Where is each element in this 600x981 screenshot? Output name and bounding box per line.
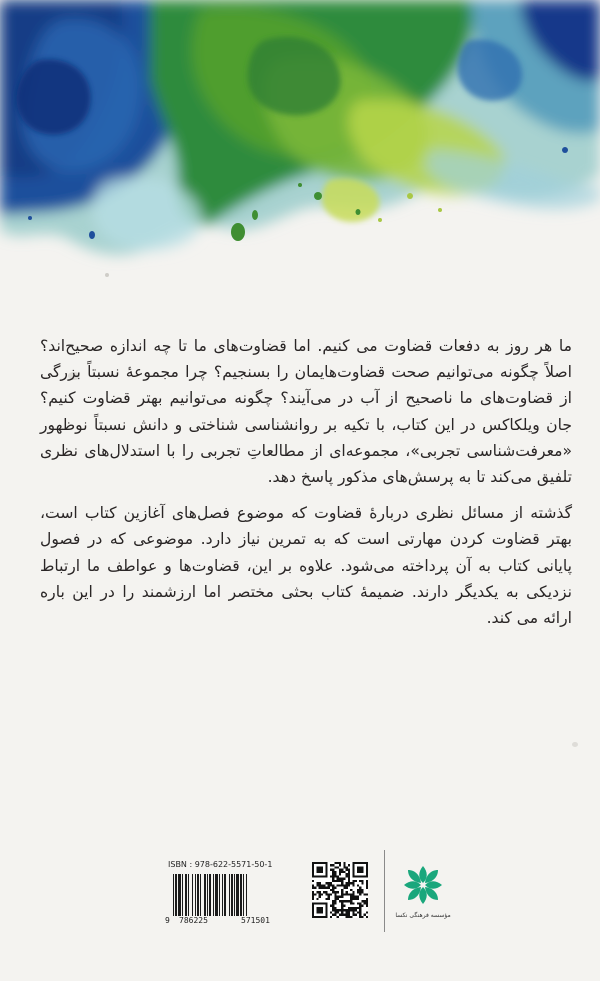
barcode-digit-group-2: 571501 — [241, 916, 270, 925]
vertical-divider — [384, 850, 385, 932]
paper-speck — [105, 273, 109, 277]
publisher-logo-icon — [402, 864, 444, 906]
isbn-label: ISBN : 978-622-5571-50-1 — [168, 860, 273, 869]
qr-code-icon — [312, 862, 368, 918]
blurb-paragraph-2: گذشته از مسائل نظری دربارهٔ قضاوت که موضوع فصل‌های آغازین کتاب است، بهتر قضاوت کردن مهارتی است که به تمرین نیاز دارد. موضوعی که در فصول پایانی کتاب به آن پرداخته می‌شود. علاوه بر این، قضاوت‌ها و عواطف ما ارتباط نزدیکی به یکدیگر دارند. ضمیمهٔ کتاب بحثی مختصر اما ارزشمند را در این باره ارائه می کند. — [40, 504, 572, 628]
blurb — [0, 333, 582, 631]
paper-speck — [572, 742, 578, 747]
barcode-icon — [171, 874, 297, 916]
barcode-digit-group-1: 786225 — [179, 916, 208, 925]
blurb-paragraph-1: ما هر روز به دفعات قضاوت می کنیم. اما قضاوت‌های ما تا چه اندازه صحیح‌اند؟ اصلاً چگونه می‌توانیم صحت قضاوت‌هایمان را بسنجیم؟ چرا مجموعهٔ نسبتاً بزرگی از قضاوت‌های ما ناصحیح از آب در می‌آیند؟ چگونه می‌توانیم بهتر قضاوت کنیم؟ جان ویلکاکس در این کتاب، با تکیه بر روانشناسی شناختی و دانش نسبتاً نوظهور «معرفت‌شناسی تجربی»، مجموعه‌ای از مطالعاتِ تجربی را با استدلال‌های نظری تلفیق می‌کند تا به پرسش‌های مذکور پاسخ دهد. — [40, 337, 572, 487]
watercolor-splash — [0, 0, 600, 300]
barcode-digit-prefix: 9 — [165, 916, 170, 925]
publisher-name: مؤسسه فرهنگی نکسا — [395, 912, 451, 919]
